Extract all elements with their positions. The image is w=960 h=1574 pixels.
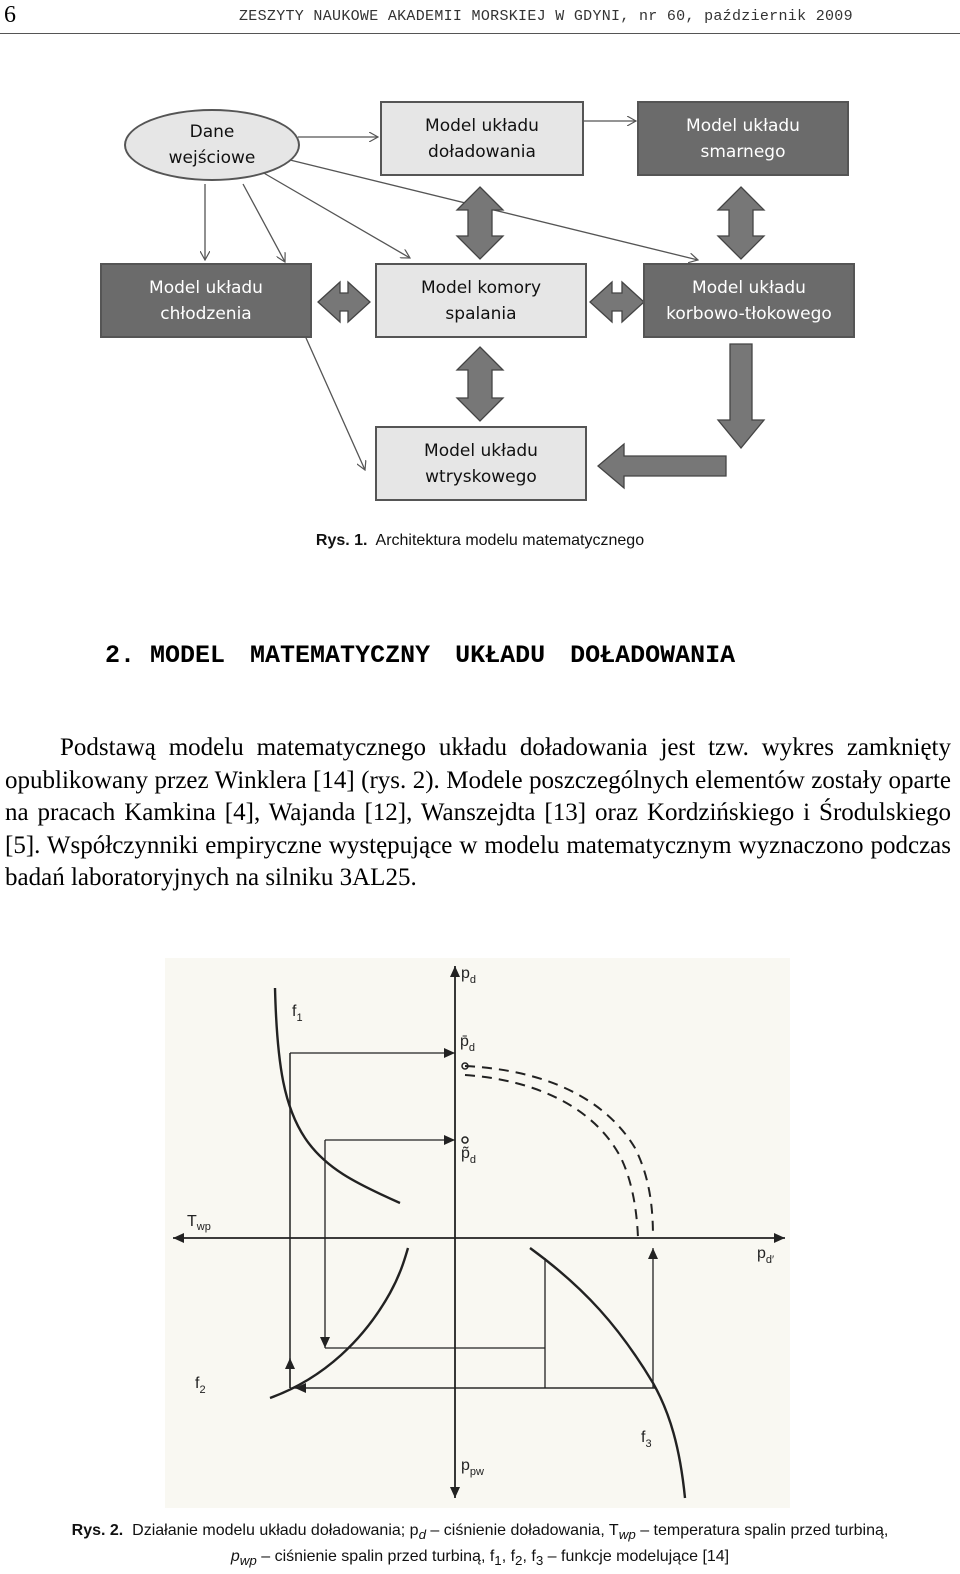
- figure2-caption: [0, 1520, 960, 1572]
- label-f2: $f_2$: [195, 1375, 206, 1396]
- caption-sep-1: , f: [501, 1548, 516, 1566]
- double-arrow-cooling-combustion: [318, 282, 370, 322]
- figure1-caption-text: Architektura modelu matematycznego: [375, 532, 645, 549]
- box-injection-model: [375, 426, 587, 501]
- box-charging-label: Model układu doładowania: [425, 115, 539, 162]
- arrow-input-to-combustion-2: [262, 172, 410, 258]
- box-combustion-label: Model komory spalania: [420, 277, 542, 324]
- box-lubrication-model: [637, 101, 849, 176]
- double-arrow-combustion-injection: [457, 347, 503, 421]
- body-paragraph: [5, 732, 951, 895]
- figure1-caption: [0, 532, 960, 550]
- box-combustion-model: [375, 263, 587, 338]
- figure2-diagram: [165, 958, 790, 1508]
- arrow-input-to-injection: [298, 320, 365, 470]
- caption-sub-f1: 1: [494, 1553, 502, 1569]
- box-cooling-label: Model układu chłodzenia: [149, 277, 263, 324]
- box-lubrication-label: Model układu smarnego: [686, 115, 800, 162]
- label-f1: $f_1$: [292, 1003, 303, 1024]
- box-input-data: [124, 109, 300, 181]
- label-pd-axis: $p_d$: [461, 965, 477, 986]
- box-crank-label: Model układu korbowo-tłokowego: [666, 277, 832, 324]
- down-arrow-crank: [718, 344, 764, 448]
- caption-sub-f3: 3: [535, 1553, 544, 1569]
- box-cooling-model: [100, 263, 312, 338]
- section-heading: [105, 641, 735, 670]
- paragraph-text: Podstawą modelu matematycznego układu doładowania jest tzw. wykres zamknięty opublikowany przez Winklera [14] (rys. 2). Modele poszczególnych elementów zostały oparte na pracach Kamkina [4], Wajanda [12], Wanszejdta [13] oraz Kordzińskiego i Środulskiego [5]. Współczynniki empiryczne występujące w modelu matematycznym wyznaczono podczas badań laboratoryjnych na silniku 3AL25.: [5, 734, 951, 892]
- caption-sep-2: , f: [522, 1548, 536, 1566]
- caption-sub-pwp: wp: [239, 1553, 257, 1569]
- figure1-caption-label: Rys. 1.: [315, 532, 368, 549]
- label-pd-prime: $p_{d'}$: [757, 1245, 775, 1266]
- double-arrow-lubrication-crank: [718, 187, 764, 259]
- figure2-caption-label: Rys. 2.: [71, 1522, 124, 1539]
- label-pd-tilde: $p̃_d$: [461, 1145, 477, 1166]
- caption-part-5: – ciśnienie spalin przed turbiną, f: [256, 1548, 495, 1566]
- box-crank-model: [643, 263, 855, 338]
- left-arrow-injection: [598, 444, 726, 488]
- figure2-caption-line2: [0, 1546, 960, 1572]
- section-title: MODEL MATEMATYCZNY UKŁADU DOŁADOWANIA: [150, 641, 736, 670]
- double-arrow-charging-combustion: [457, 187, 503, 259]
- double-arrow-combustion-crank: [590, 282, 644, 322]
- caption-sub-twp: wp: [618, 1527, 636, 1543]
- box-input-data-label: Dane wejściowe: [168, 122, 256, 168]
- label-pd-bar: $p̄_d$: [460, 1033, 476, 1054]
- caption-sub-f2: 2: [515, 1553, 523, 1569]
- caption-part-1: Działanie modelu układu doładowania; p: [132, 1522, 419, 1539]
- figure2-caption-line1: [0, 1520, 960, 1546]
- section-number: 2.: [105, 641, 136, 670]
- caption-part-3: – temperatura spalin przed turbiną,: [635, 1522, 889, 1539]
- caption-part-6: – funkcje modelujące [14]: [543, 1548, 730, 1566]
- label-twp: $T_{wp}$: [187, 1213, 211, 1233]
- label-ppw: $p_{pw}$: [461, 1457, 484, 1478]
- box-injection-label: Model układu wtryskowego: [424, 440, 538, 487]
- arrow-input-to-combustion: [243, 184, 285, 262]
- caption-part-2: – ciśnienie doładowania, T: [425, 1522, 619, 1539]
- caption-sub-pd: d: [418, 1527, 426, 1543]
- journal-header: ZESZYTY NAUKOWE AKADEMII MORSKIEJ W GDYNI, nr 60, październik 2009: [239, 8, 853, 25]
- label-f3: $f_3$: [641, 1429, 652, 1450]
- box-charging-model: [380, 101, 584, 176]
- page-number: 6: [4, 2, 16, 28]
- caption-part-4: p: [230, 1548, 240, 1566]
